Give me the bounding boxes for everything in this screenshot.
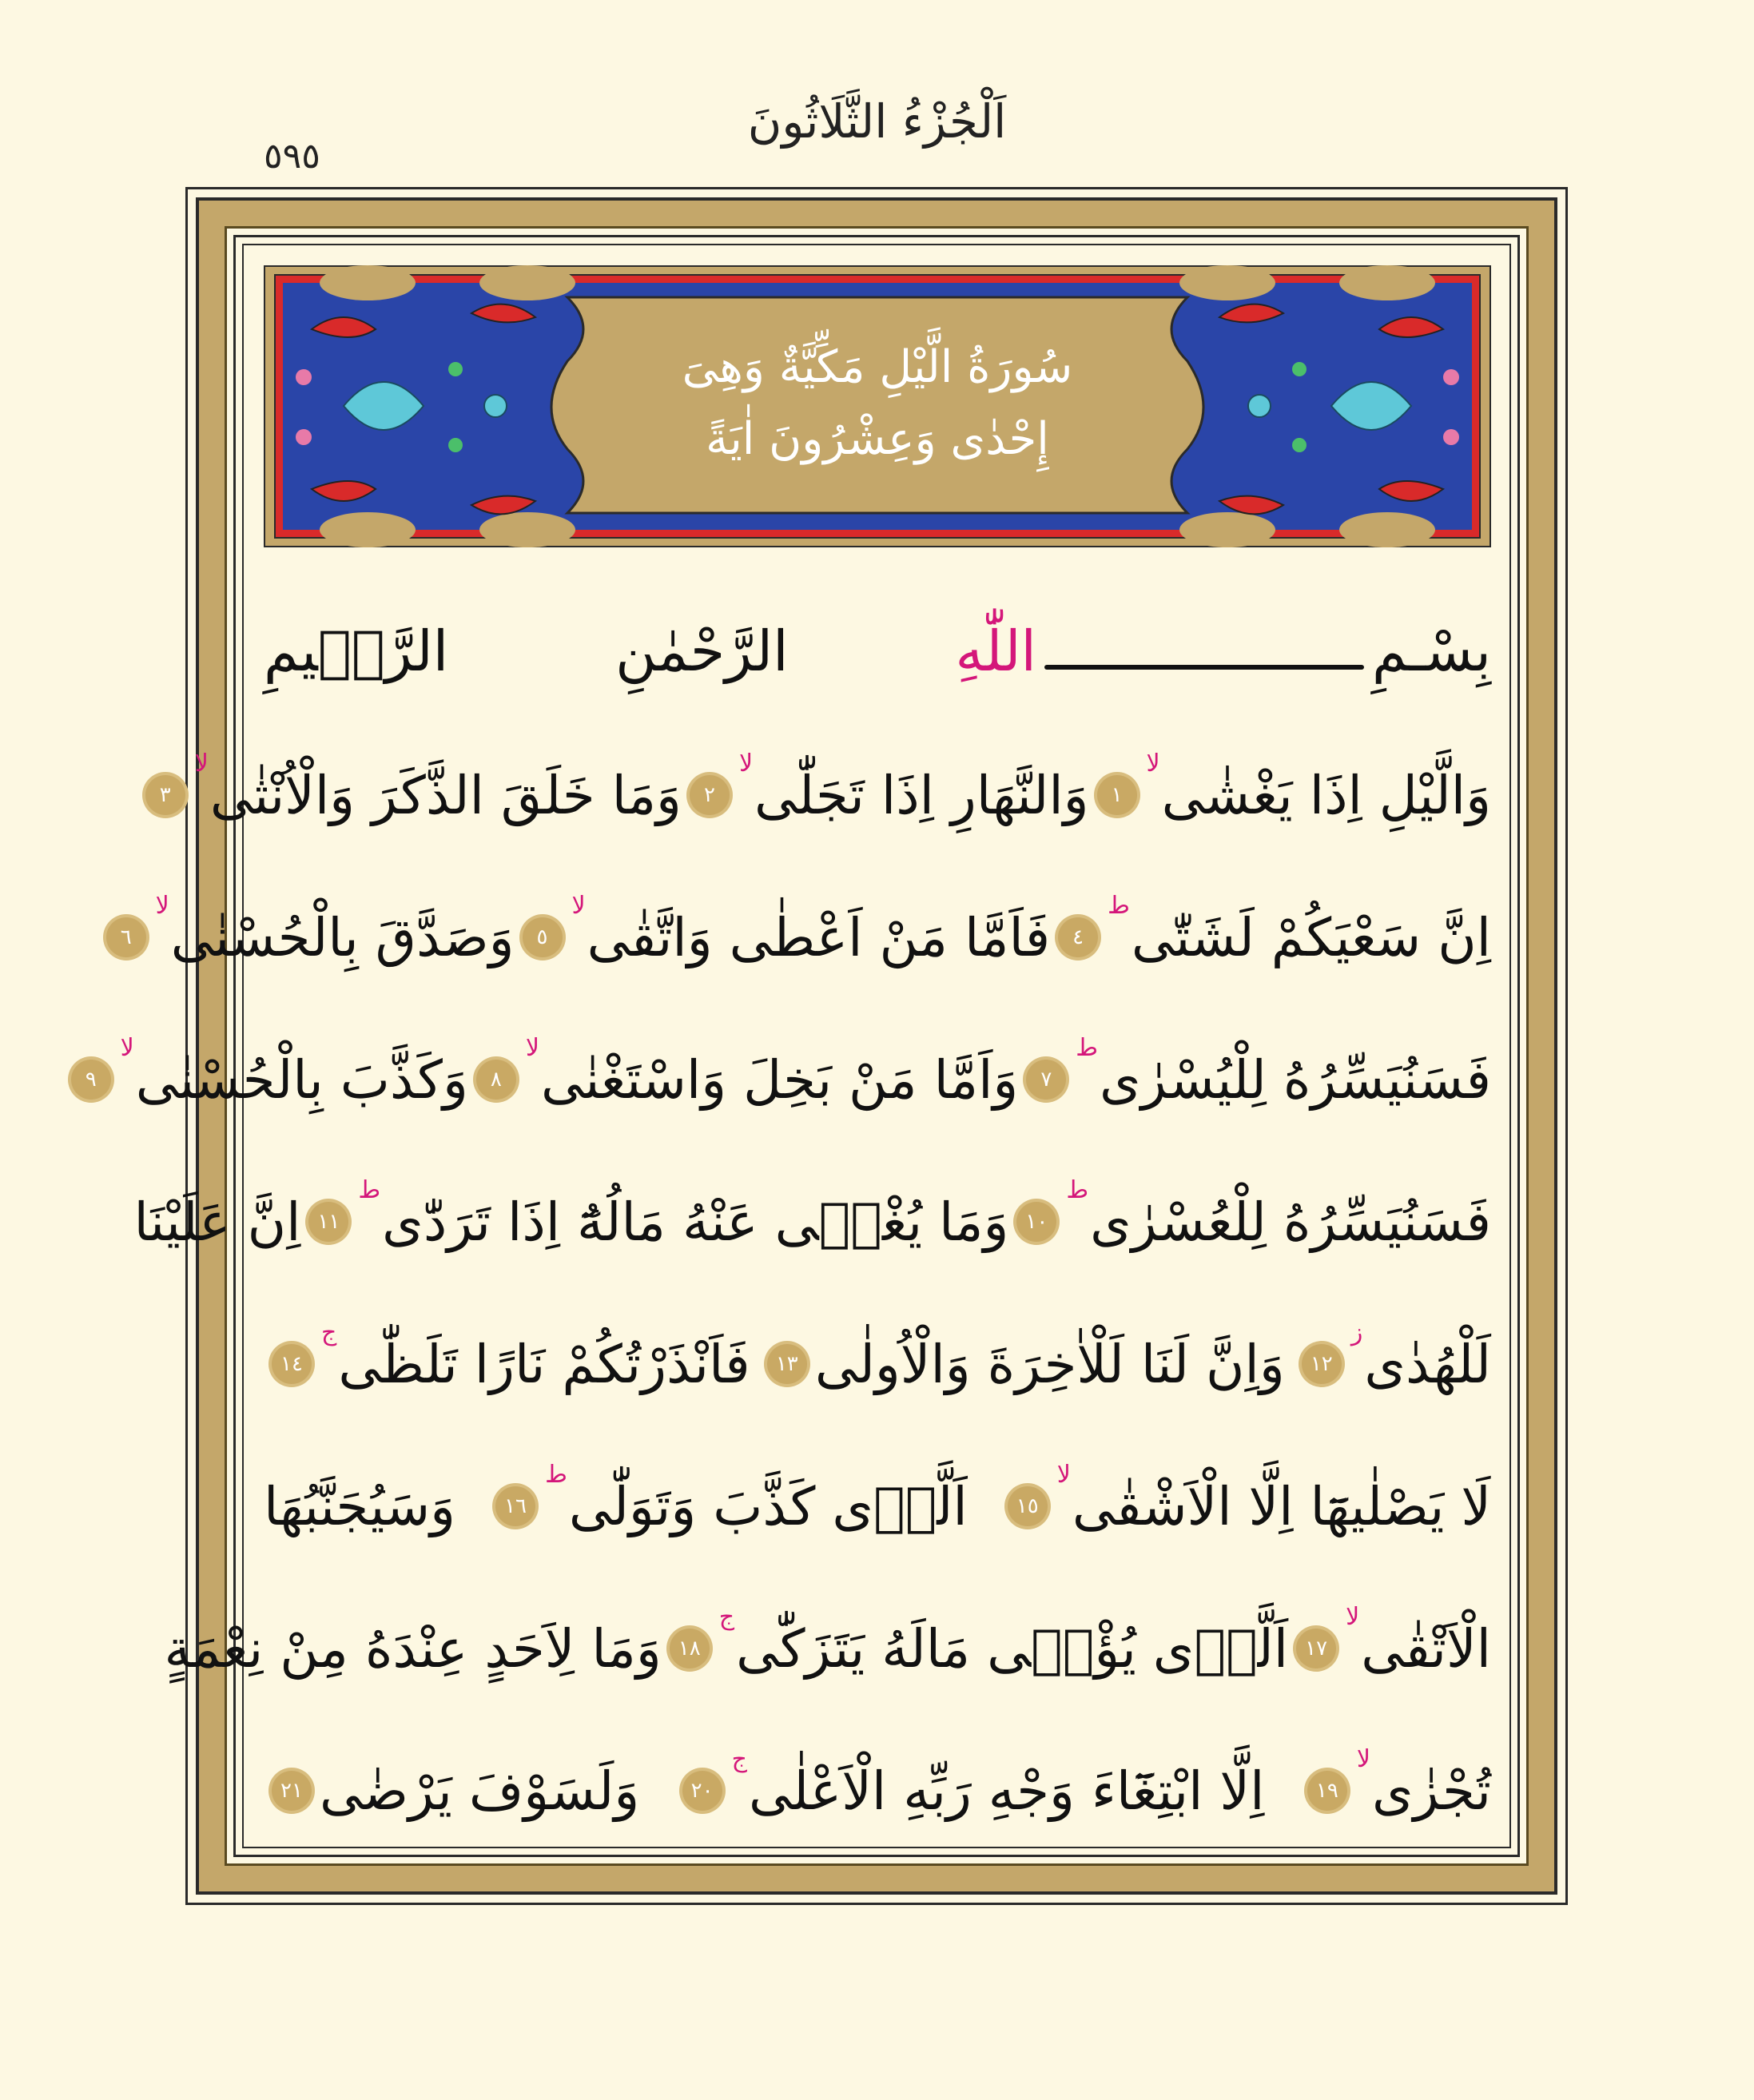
verse-line [164,1589,1491,1708]
bismillah-rahim: الرَّح۪يمِ [264,618,449,684]
ayah-number-marker: ٥ [523,917,563,957]
ayah-number-marker: ١٣ [767,1344,807,1384]
ayah-number-marker: ٩ [71,1060,111,1100]
ayah-number-marker: ٦ [106,917,146,957]
verse-line [85,1020,1491,1139]
verse-segment [1000,1460,1491,1537]
verse-segment [1008,1175,1491,1253]
surah-verse-count-line: إِحْدٰى وَعِشْرُونَ اٰيَةً [706,413,1049,465]
verse-line [133,1162,1491,1282]
bismillah-kashida [1044,665,1364,670]
ayah-number-marker: ٢ [690,775,730,815]
verse-segment [300,1175,1009,1253]
ayah-number-marker: ١٨ [670,1629,710,1668]
verse-segment [1050,891,1491,968]
verse-text: وَالنَّهَارِ اِذَا تَجَلّٰى [754,764,1089,826]
ayah-number-marker: ١٤ [272,1344,312,1384]
verse-line [159,735,1491,855]
verse-text: اِلَّا ابْتِغَٓاءَ وَجْهِ رَبِّهِ الْاَعْلٰى [749,1760,1265,1822]
verse-text: وَمَا خَلَقَ الذَّكَرَ وَالْاُنْثٰى [209,764,682,826]
verse-segment [165,1618,662,1680]
ayah-number-marker: ١٧ [1296,1629,1336,1668]
verse-text: فَاَنْذَرْتُكُمْ نَارًا تَلَظّٰى [338,1333,750,1395]
verse-text: وَمَا لِاَحَدٍ عِنْدَهُ مِنْ نِعْمَةٍ [164,1617,662,1680]
verse-line [264,1446,1491,1566]
pause-mark: لا [738,749,754,778]
verse-segment [682,749,1089,826]
verse-segment [264,1476,455,1537]
verse-line [264,1304,1491,1424]
verse-segment [662,1602,1289,1680]
ornament-panel [264,265,1491,547]
verse-text: تُجْزٰى [1371,1760,1491,1822]
verse-segment [1089,749,1491,826]
ayah-number-marker: ٣ [145,775,185,815]
verse-segment [63,1033,468,1111]
verse-segment [759,1334,1285,1395]
pause-mark: ط [545,1460,567,1489]
verse-segment [515,891,1051,968]
juz-title: اَلْجُزْءُ الثَّلَاثُونَ [747,94,1007,149]
verse-line [264,1731,1491,1851]
pause-mark: ط [1066,1175,1089,1204]
pause-mark: ج [731,1744,747,1773]
verse-text: وَالَّيْلِ اِذَا يَغْشٰى [1161,764,1491,826]
ayah-number-marker: ٢١ [272,1771,312,1811]
surah-header-ornament [264,265,1491,547]
verse-text: اِنَّ سَعْيَكُمْ لَشَتّٰى [1131,906,1491,968]
ayah-number-marker: ٢٠ [682,1771,722,1811]
surah-name-line: سُورَةُ الَّيْلِ مَكِّيَّةٌ وَهِىَ [682,341,1073,393]
verse-text: اَلَّذ۪ى يُؤْت۪ى مَالَهُ يَتَزَكّٰى [736,1617,1289,1680]
verse-text: وَاِنَّ لَنَا لَلْاٰخِرَةَ وَالْاُولٰى [814,1333,1285,1395]
verse-text: وَلَسَوْفَ يَرْضٰى [320,1760,640,1822]
verse-segment [98,891,515,968]
bismillah [264,591,1491,711]
ayah-number-marker: ١٥ [1008,1486,1048,1526]
verse-segment [468,1033,1019,1111]
verse-text: لَا يَصْلٰيهَٓا اِلَّا الْاَشْقٰى [1072,1475,1491,1537]
verse-text: وَصَدَّقَ بِالْحُسْنٰى [170,906,515,968]
bismillah-bism [955,618,1491,684]
pause-mark: ط [1108,891,1130,920]
verse-segment [264,1318,750,1395]
verse-text: وَمَا يُغْن۪ى عَنْهُ مَالُهُٓ اِذَا تَرَدّٰى [382,1191,1009,1253]
ayah-number-marker: ٨ [476,1060,516,1100]
pause-mark: لا [1346,1602,1360,1631]
ayah-number-marker: ١٩ [1307,1771,1347,1811]
verse-line [120,877,1491,997]
pause-mark: لا [571,891,586,920]
verse-text: لَلْهُدٰى [1364,1333,1491,1395]
verse-text: الْاَتْقٰى [1361,1617,1491,1680]
pause-mark: لا [1356,1744,1370,1773]
pause-mark: ج [718,1602,735,1631]
verse-segment [1018,1033,1491,1111]
ayah-number-marker: ١٢ [1302,1344,1342,1384]
verse-text: فَسَنُيَسِّرُهُ لِلْيُسْرٰى [1100,1048,1491,1111]
verse-segment [1294,1318,1491,1395]
verse-segment [1299,1744,1491,1822]
verse-text: اَلَّذ۪ى كَذَّبَ وَتَوَلّٰى [568,1475,968,1537]
pause-mark: ط [358,1175,381,1204]
pause-mark: لا [1146,749,1160,778]
ayah-number-marker: ١٦ [495,1486,535,1526]
bismillah-allah: اللّٰهِ [955,618,1036,684]
ayah-number-marker: ٤ [1058,917,1098,957]
verse-text: فَاَمَّا مَنْ اَعْطٰى وَاتَّقٰى [587,906,1051,968]
ayah-number-marker: ١٠ [1016,1202,1056,1242]
verse-text: فَسَنُيَسِّرُهُ لِلْعُسْرٰى [1090,1191,1491,1253]
verse-segment [674,1744,1265,1822]
pause-mark: ج [321,1318,337,1346]
ayah-number-marker: ١١ [308,1202,348,1242]
verse-segment [487,1460,968,1537]
ayah-number-marker: ١ [1097,775,1137,815]
verse-segment [133,1191,300,1253]
verse-text: وَسَيُجَنَّبُهَا [264,1475,456,1537]
pause-mark: ط [1076,1033,1099,1062]
pause-mark: لا [120,1033,134,1062]
pause-mark: لا [1056,1460,1071,1489]
bismillah-bism-text: بِسْـمِ [1371,618,1491,684]
verse-text: وَاَمَّا مَنْ بَخِلَ وَاسْتَغْنٰى [540,1048,1019,1111]
verse-segment [137,749,682,826]
pause-mark: لا [194,749,209,778]
ayah-number-marker: ٧ [1026,1060,1066,1100]
verse-segment [1288,1602,1491,1680]
pause-mark: ز [1350,1318,1363,1346]
verse-segment [264,1760,639,1822]
verse-text: اِنَّ عَلَيْنَا [133,1191,301,1253]
pause-mark: لا [525,1033,539,1062]
page-number: ٥٩٥ [264,136,320,177]
verse-text: وَكَذَّبَ بِالْحُسْنٰى [135,1048,468,1111]
pause-mark: لا [155,891,169,920]
bismillah-rahman: الرَّحْمٰنِ [615,618,789,684]
